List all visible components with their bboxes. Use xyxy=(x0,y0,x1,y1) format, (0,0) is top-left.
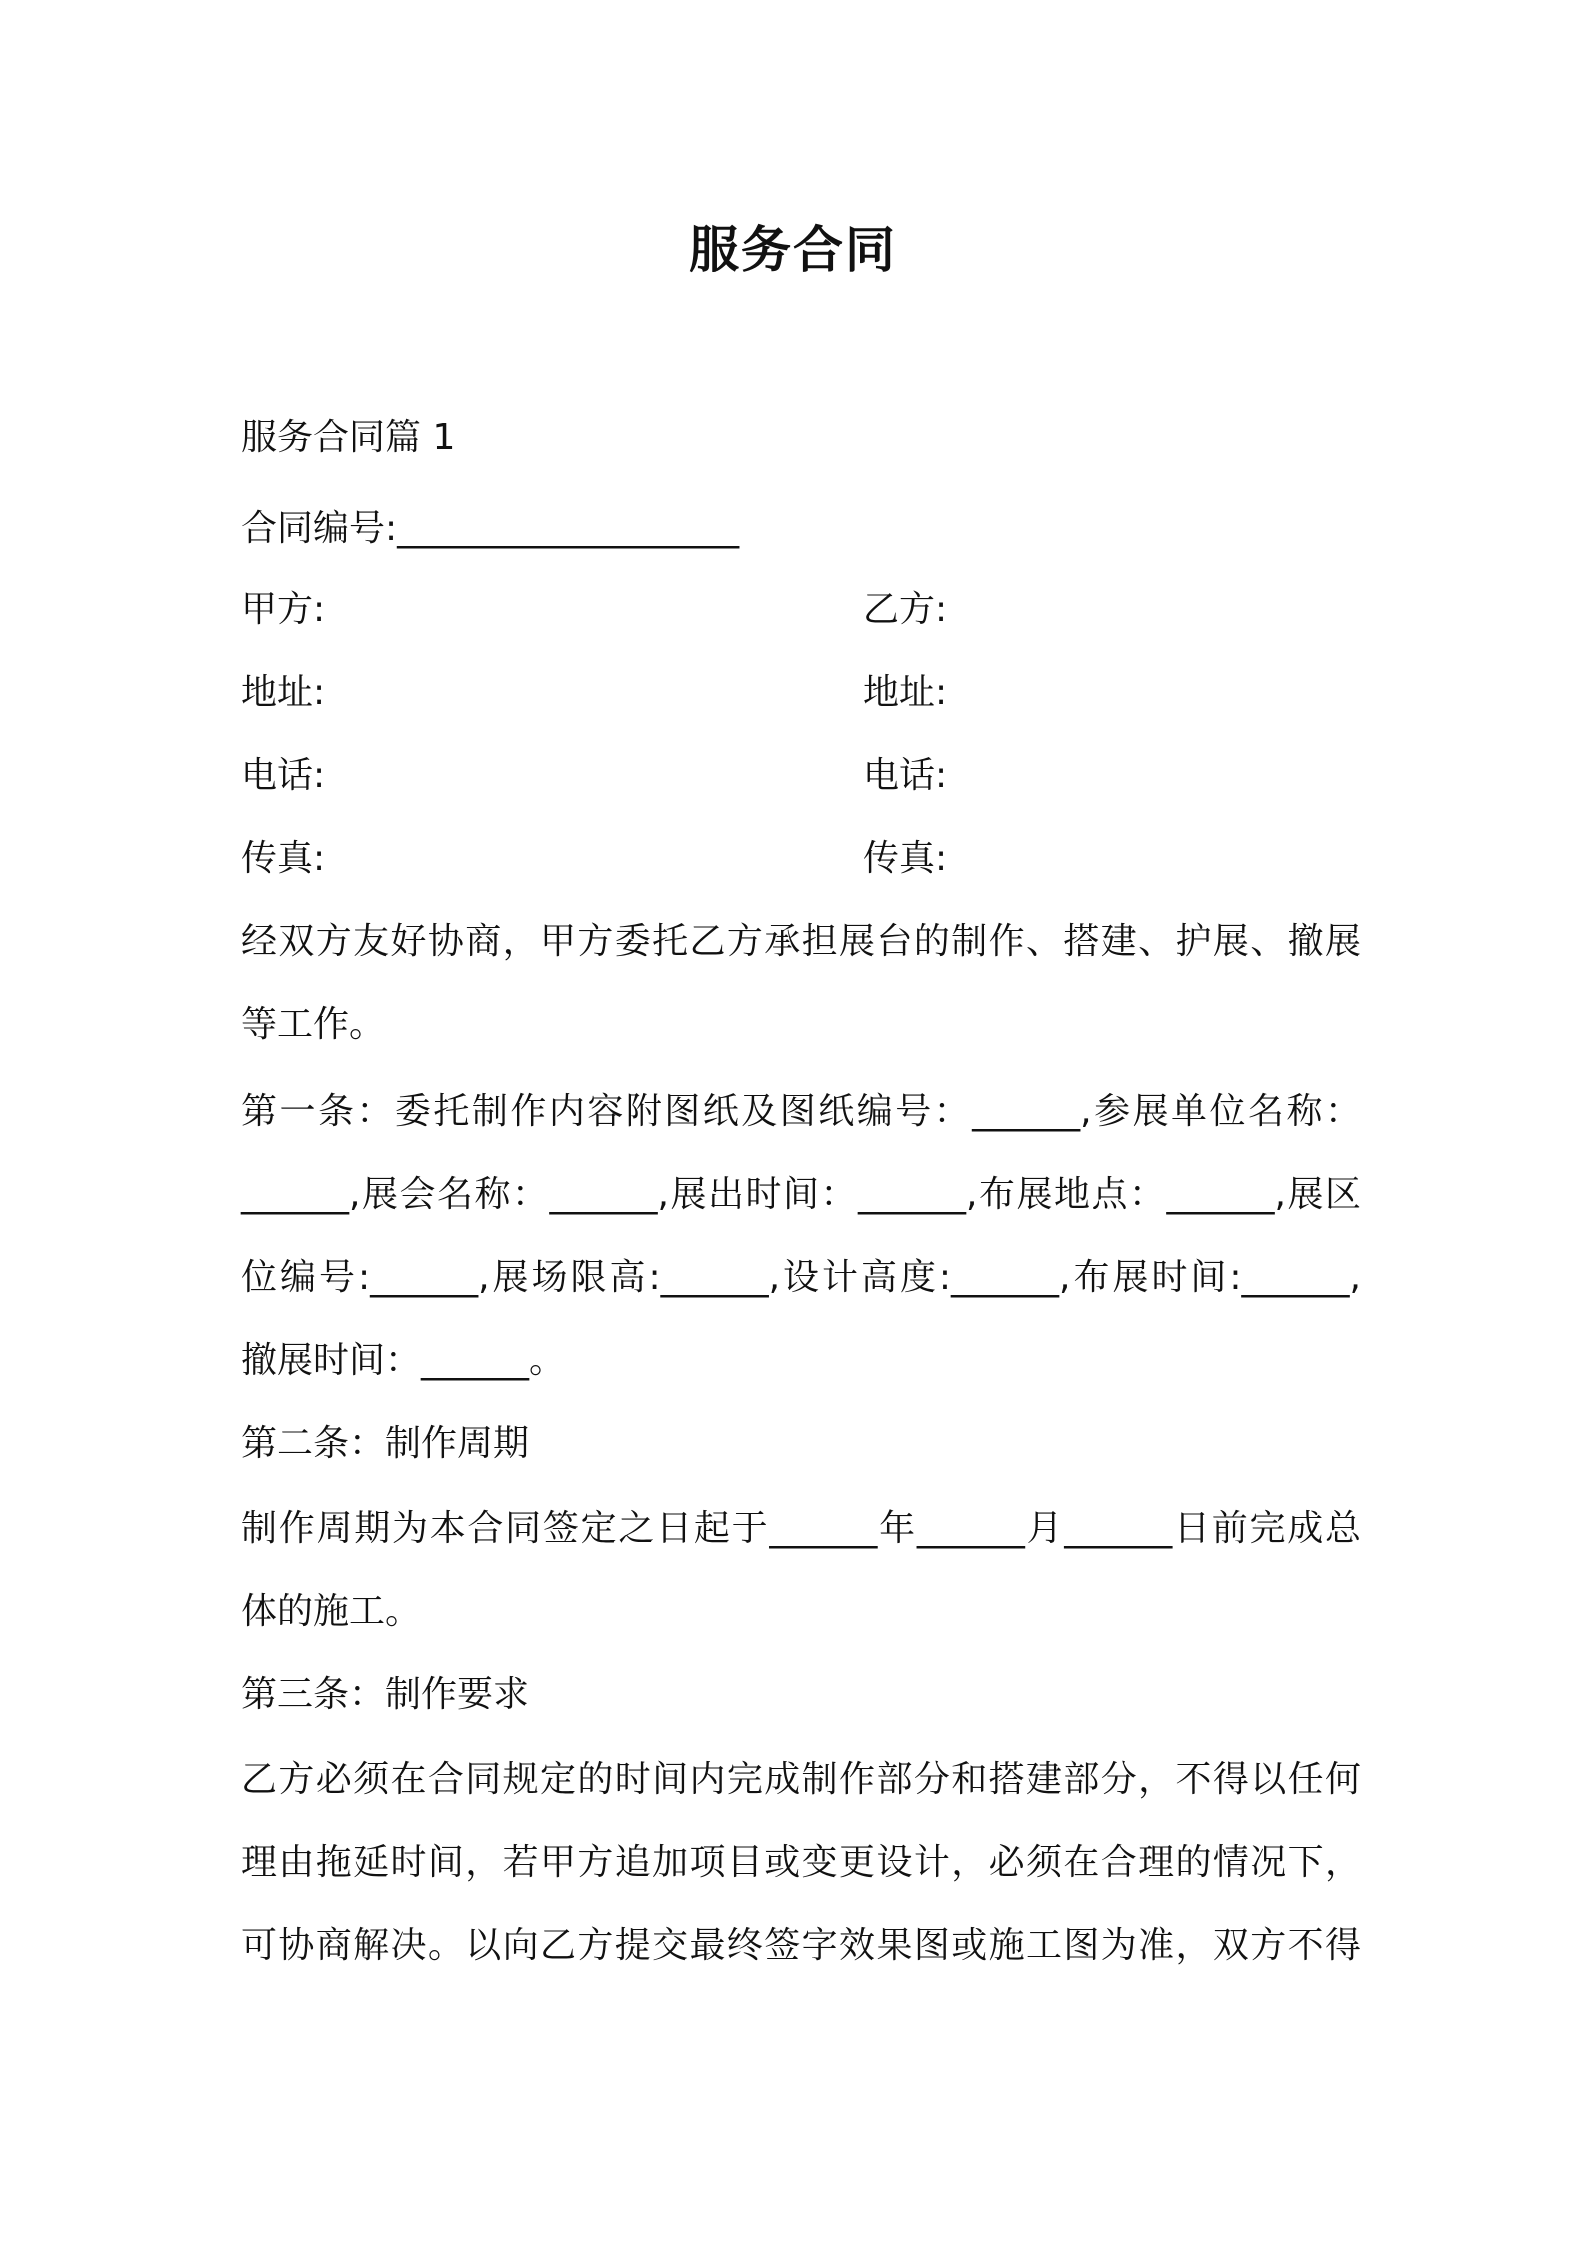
article2-line-1: 制作周期为本合同签定之日起于______年______月______日前完成总 xyxy=(241,1508,1361,1549)
article1-line-3: 位编号:______,展场限高:______,设计高度:______,布展时间:______, xyxy=(241,1257,1361,1298)
party-b-address-label: 地址: xyxy=(863,672,948,713)
party-a-fax-label: 传真: xyxy=(241,838,326,879)
intro-line-2: 等工作。 xyxy=(241,1004,386,1045)
article1-line-2: ______,展会名称：______,展出时间：______,布展地点：______,展区 xyxy=(241,1174,1361,1215)
document-title: 服务合同 xyxy=(689,221,897,279)
party-b-name-label: 乙方: xyxy=(863,589,948,630)
article3-heading: 第三条：制作要求 xyxy=(241,1674,530,1715)
article3-line-2: 理由拖延时间，若甲方追加项目或变更设计，必须在合理的情况下， xyxy=(241,1842,1361,1883)
contract-number: 合同编号:___________________ xyxy=(241,508,740,549)
party-a-name-label: 甲方: xyxy=(241,589,326,630)
article3-line-1: 乙方必须在合同规定的时间内完成制作部分和搭建部分，不得以任何 xyxy=(241,1759,1361,1800)
article2-line-2: 体的施工。 xyxy=(241,1591,422,1632)
party-a-address-label: 地址: xyxy=(241,672,326,713)
article2-heading: 第二条：制作周期 xyxy=(241,1423,530,1464)
party-a-phone-label: 电话: xyxy=(241,755,326,796)
article1-line-4: 撤展时间：______。 xyxy=(241,1340,566,1381)
party-b-fax-label: 传真: xyxy=(863,838,948,879)
article3-line-3: 可协商解决。以向乙方提交最终签字效果图或施工图为准，双方不得 xyxy=(241,1925,1361,1966)
party-b-phone-label: 电话: xyxy=(863,755,948,796)
section-heading: 服务合同篇 1 xyxy=(241,417,456,458)
article1-line-1: 第一条：委托制作内容附图纸及图纸编号：______,参展单位名称： xyxy=(241,1091,1361,1132)
intro-line-1: 经双方友好协商，甲方委托乙方承担展台的制作、搭建、护展、撤展 xyxy=(241,921,1361,962)
